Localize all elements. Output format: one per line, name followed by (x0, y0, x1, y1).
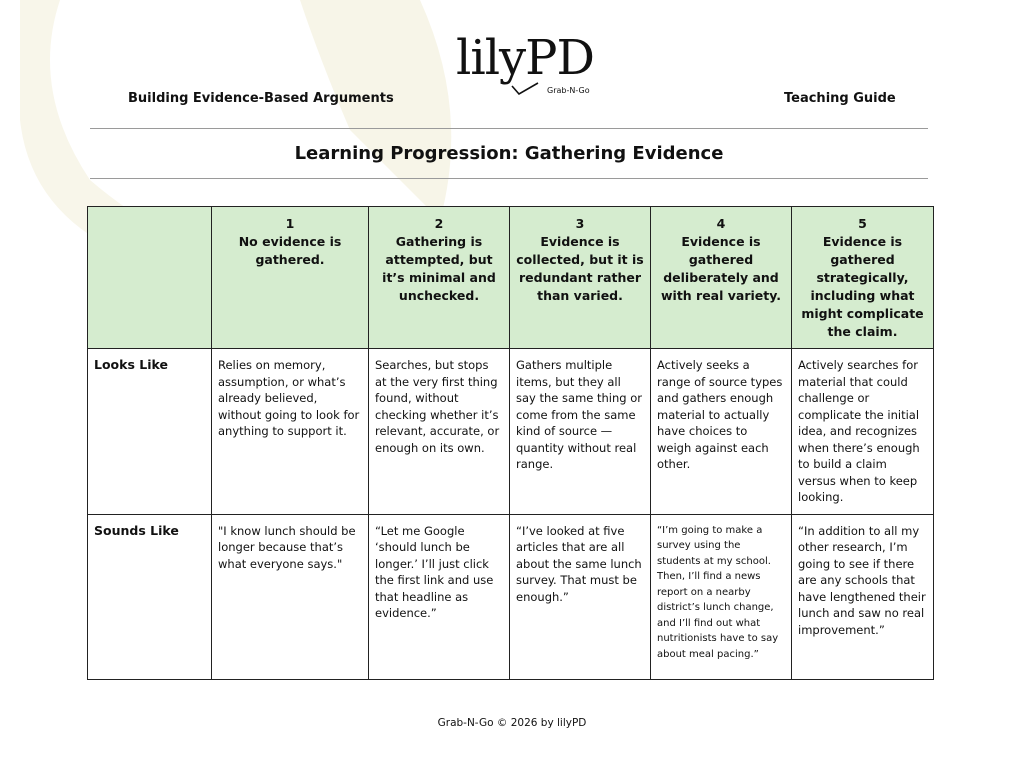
logo-tagline: Grab-N-Go (547, 86, 590, 95)
level-description: No evidence is gathered. (238, 234, 342, 267)
level-description: Evidence is gathered deliberately and with real variety. (660, 234, 781, 303)
lilypd-logo (456, 30, 626, 100)
table-cell: "I know lunch should be longer because that’s what everyone says." (212, 514, 369, 679)
copyright-footer: Grab-N-Go © 2026 by lilyPD (437, 717, 587, 729)
table-cell: Actively searches for material that could challenge or complicate the initial idea, and recognizes when there’s enough to build a claim versus when to keep looking. (792, 349, 934, 515)
table-cell: “I’ve looked at five articles that are all about the same lunch survey. That must be enough.” (510, 514, 651, 679)
page-title: Learning Progression: Gathering Evidence (294, 143, 724, 164)
level-description: Gathering is attempted, but it’s minimal and unchecked. (382, 234, 496, 303)
looks-like-row (88, 349, 934, 515)
divider-top (90, 128, 928, 129)
table-cell: Searches, but stops at the very first thing found, without checking whether it’s relevant, accurate, or enough on its own. (369, 349, 510, 515)
level-number: 3 (575, 216, 585, 231)
table-cell: “I’m going to make a survey using the students at my school. Then, I’ll find a news report on a nearby district’s lunch change, and I’ll find out what nutritionists have to say about meal pacing.” (651, 514, 792, 679)
level-number: 4 (716, 216, 726, 231)
table-cell: Relies on memory, assumption, or what’s already believed, without going to look for anything to support it. (212, 349, 369, 515)
level-header-row (88, 207, 934, 349)
level-2-header (369, 207, 510, 349)
header-corner-cell (88, 207, 212, 349)
table-cell: “Let me Google ‘should lunch be longer.’ I’ll just click the first link and use that headline as evidence.” (369, 514, 510, 679)
sounds-like-row (88, 514, 934, 679)
level-description: Evidence is gathered strategically, including what might complicate the claim. (801, 234, 924, 339)
learning-progression-table (87, 206, 934, 680)
level-1-header (212, 207, 369, 349)
row-label: Sounds Like (88, 514, 212, 679)
row-label: Looks Like (88, 349, 212, 515)
logo-wordmark: lilyPD (456, 30, 594, 86)
level-4-header (651, 207, 792, 349)
table-cell: “In addition to all my other research, I’m going to see if there are any schools that have lengthened their lunch and saw no real improvement.” (792, 514, 934, 679)
guide-type: Teaching Guide (784, 91, 896, 106)
divider-bottom (90, 178, 928, 179)
level-5-header (792, 207, 934, 349)
logo-check-icon (510, 82, 540, 96)
level-number: 2 (434, 216, 444, 231)
level-number: 5 (858, 216, 867, 231)
level-3-header (510, 207, 651, 349)
course-title: Building Evidence-Based Arguments (128, 91, 394, 106)
table-cell: Actively seeks a range of source types and gathers enough material to actually have choices to weigh against each other. (651, 349, 792, 515)
level-number: 1 (285, 216, 295, 231)
level-description: Evidence is collected, but it is redundant rather than varied. (516, 234, 644, 303)
table-cell: Gathers multiple items, but they all say the same thing or come from the same kind of source — quantity without real range. (510, 349, 651, 515)
